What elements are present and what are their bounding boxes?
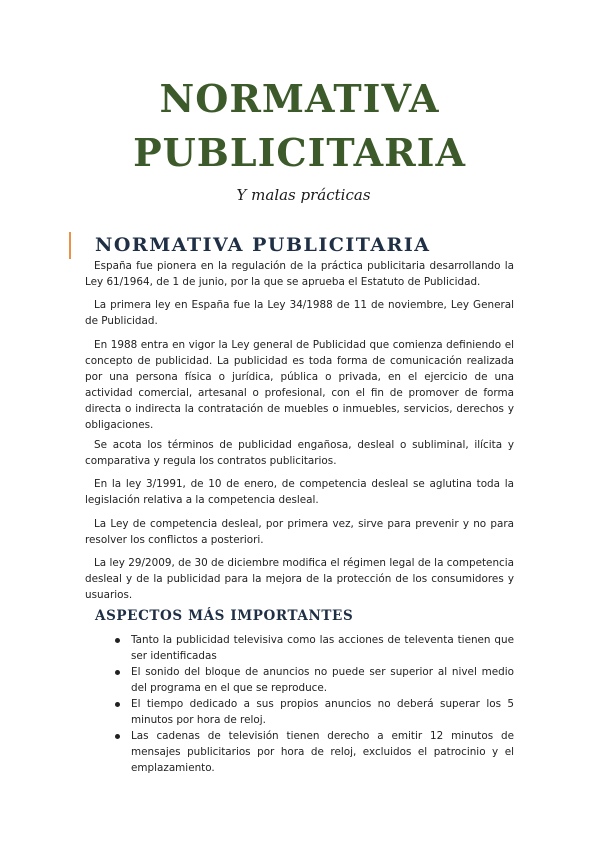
list-item-text: Tanto la publicidad televisiva como las acciones de televenta tienen que ser identificadas: [131, 634, 514, 662]
document-subtitle: Y malas prácticas: [236, 186, 371, 204]
aspects-heading: ASPECTOS MÁS IMPORTANTES: [95, 608, 354, 624]
paragraph: La Ley de competencia desleal, por primera vez, sirve para prevenir y no para resolver los conflictos a posteriori.: [85, 518, 514, 546]
paragraph: España fue pionera en la regulación de la práctica publicitaria desarrollando la Ley 61/1964, de 1 de junio, por la que se aprueba el Estatuto de Publicidad.: [85, 260, 514, 288]
paragraph: Se acota los términos de publicidad engañosa, desleal o subliminal, ilícita y comparativa y regula los contratos publicitarios.: [85, 439, 514, 467]
paragraph: En 1988 entra en vigor la Ley general de Publicidad que comienza definiendo el concepto de publicidad. La publicidad es toda forma de comunicación realizada por una persona física o jurídica, pública o privada, en el ejercicio de una actividad comercial, artesanal o profesional, con el fin de promover de forma directa o indirecta la contratación de muebles o inmuebles, servicios, derechos y obligaciones.: [85, 339, 514, 431]
bullet-icon: [115, 638, 120, 643]
list-item-text: El sonido del bloque de anuncios no puede ser superior al nivel medio del programa en el que se reproduce.: [131, 666, 514, 694]
paragraph: La ley 29/2009, de 30 de diciembre modifica el régimen legal de la competencia desleal y de la publicidad para la mejora de la protección de los consumidores y usuarios.: [85, 557, 514, 601]
list-item: [110, 632, 514, 664]
document-title-line2: PUBLICITARIA: [133, 130, 466, 175]
paragraph: En la ley 3/1991, de 10 de enero, de competencia desleal se aglutina toda la legislación relativa a la competencia desleal.: [85, 478, 514, 506]
list-item: [110, 664, 514, 696]
bullet-icon: [115, 734, 120, 739]
list-item: [110, 696, 514, 728]
document-title-line1: NORMATIVA: [159, 76, 440, 121]
list-item: [110, 728, 514, 776]
list-item-text: Las cadenas de televisión tienen derecho a emitir 12 minutos de mensajes publicitarios por hora de reloj, excluidos el patrocinio y el emplazamiento.: [131, 730, 514, 774]
bullet-icon: [115, 702, 120, 707]
section-accent-bar: [69, 232, 71, 259]
section-heading: NORMATIVA PUBLICITARIA: [95, 234, 431, 256]
list-item-text: El tiempo dedicado a sus propios anuncios no deberá superar los 5 minutos por hora de reloj.: [131, 698, 514, 726]
aspects-list: [110, 632, 514, 776]
paragraph: La primera ley en España fue la Ley 34/1988 de 11 de noviembre, Ley General de Publicidad.: [85, 299, 514, 327]
bullet-icon: [115, 670, 120, 675]
